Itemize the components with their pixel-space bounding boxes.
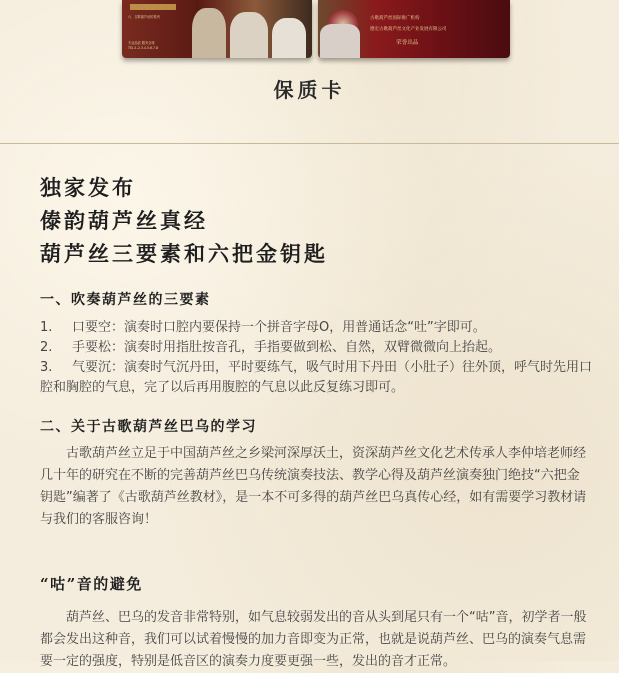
list-item xyxy=(40,338,592,358)
list-number: 1. xyxy=(40,320,53,335)
section-title: 二、关于古歌葫芦丝巴乌的学习 xyxy=(40,419,257,435)
performer-figure xyxy=(230,12,268,58)
product-card-right xyxy=(318,0,510,58)
performer-figure xyxy=(320,24,360,58)
list-item xyxy=(40,358,592,398)
page-title: 保质卡 xyxy=(273,78,346,102)
section-divider xyxy=(0,143,619,144)
card-caption: 德宏古歌葫芦丝文化产业发展有限公司 xyxy=(370,27,447,32)
performer-figure xyxy=(192,8,226,58)
section-title: “咕”音的避免 xyxy=(40,575,143,593)
paragraph: 葫芦丝、巴乌的发音非常特别，如气息较弱发出的音从头到尾只有一个“咕”音，初学者一般都会发出这种音，我们可以试着慢慢的加力音即变为正常，也就是说葫芦丝、巴乌的演奏气息需要一定的强度，特别是低音区的演奏力度要更强一些，发出的音才正常。 xyxy=(40,610,587,669)
section-title: 一、吹奏葫芦丝的三要素 xyxy=(40,292,211,308)
card-caption: 专业品质 服务全球 xyxy=(128,41,155,45)
paragraph: 古歌葫芦丝立足于中国葫芦丝之乡梁河深厚沃土，资深葫芦丝文化艺术传承人李仲培老师经几十年的研究在不断的完善葫芦丝巴乌传统演奏技法、教学心得及葫芦丝演奏独门绝技“六把金钥匙”编著了《古歌葫芦丝教材》，是一本不可多得的葫芦丝巴乌真传心经，如有需要学习教材请与我们的客服咨询！ xyxy=(40,446,587,527)
card-caption: 荣誉出品 xyxy=(396,40,419,46)
list-text: 气要沉：演奏时气沉丹田，平时要练气，吸气时用下丹田（小肚子）往外顶，呼气时先用口腔和胸腔的气息，完了以后再用腹腔的气息以此反复练习即可。 xyxy=(40,360,593,395)
product-banner xyxy=(122,0,510,60)
headline: 傣韵葫芦丝真经 xyxy=(40,208,208,233)
headline: 葫芦丝三要素和六把金钥匙 xyxy=(40,241,328,266)
card-caption: 古歌葫芦丝国际推广机构 xyxy=(370,16,420,21)
list-number: 3. xyxy=(40,360,53,375)
list-number: 2. xyxy=(40,340,53,355)
list-text: 手要松：演奏时用指肚按音孔，手指要做到松、自然，双臂微微向上抬起。 xyxy=(72,340,502,355)
card-caption: 六、古歌葫芦丝的系列 xyxy=(128,15,160,19)
performer-figure xyxy=(272,18,306,58)
list-item xyxy=(40,318,592,338)
product-card-left xyxy=(122,0,312,58)
list-text: 口要空：演奏时口腔内要保持一个拼音字母O，用普通话念“吐”字即可。 xyxy=(72,320,486,335)
headline: 独家发布 xyxy=(40,175,136,200)
card-ribbon xyxy=(130,4,176,10)
card-caption: TEL:1.2.3.4.5.6.7.8 xyxy=(128,46,159,50)
